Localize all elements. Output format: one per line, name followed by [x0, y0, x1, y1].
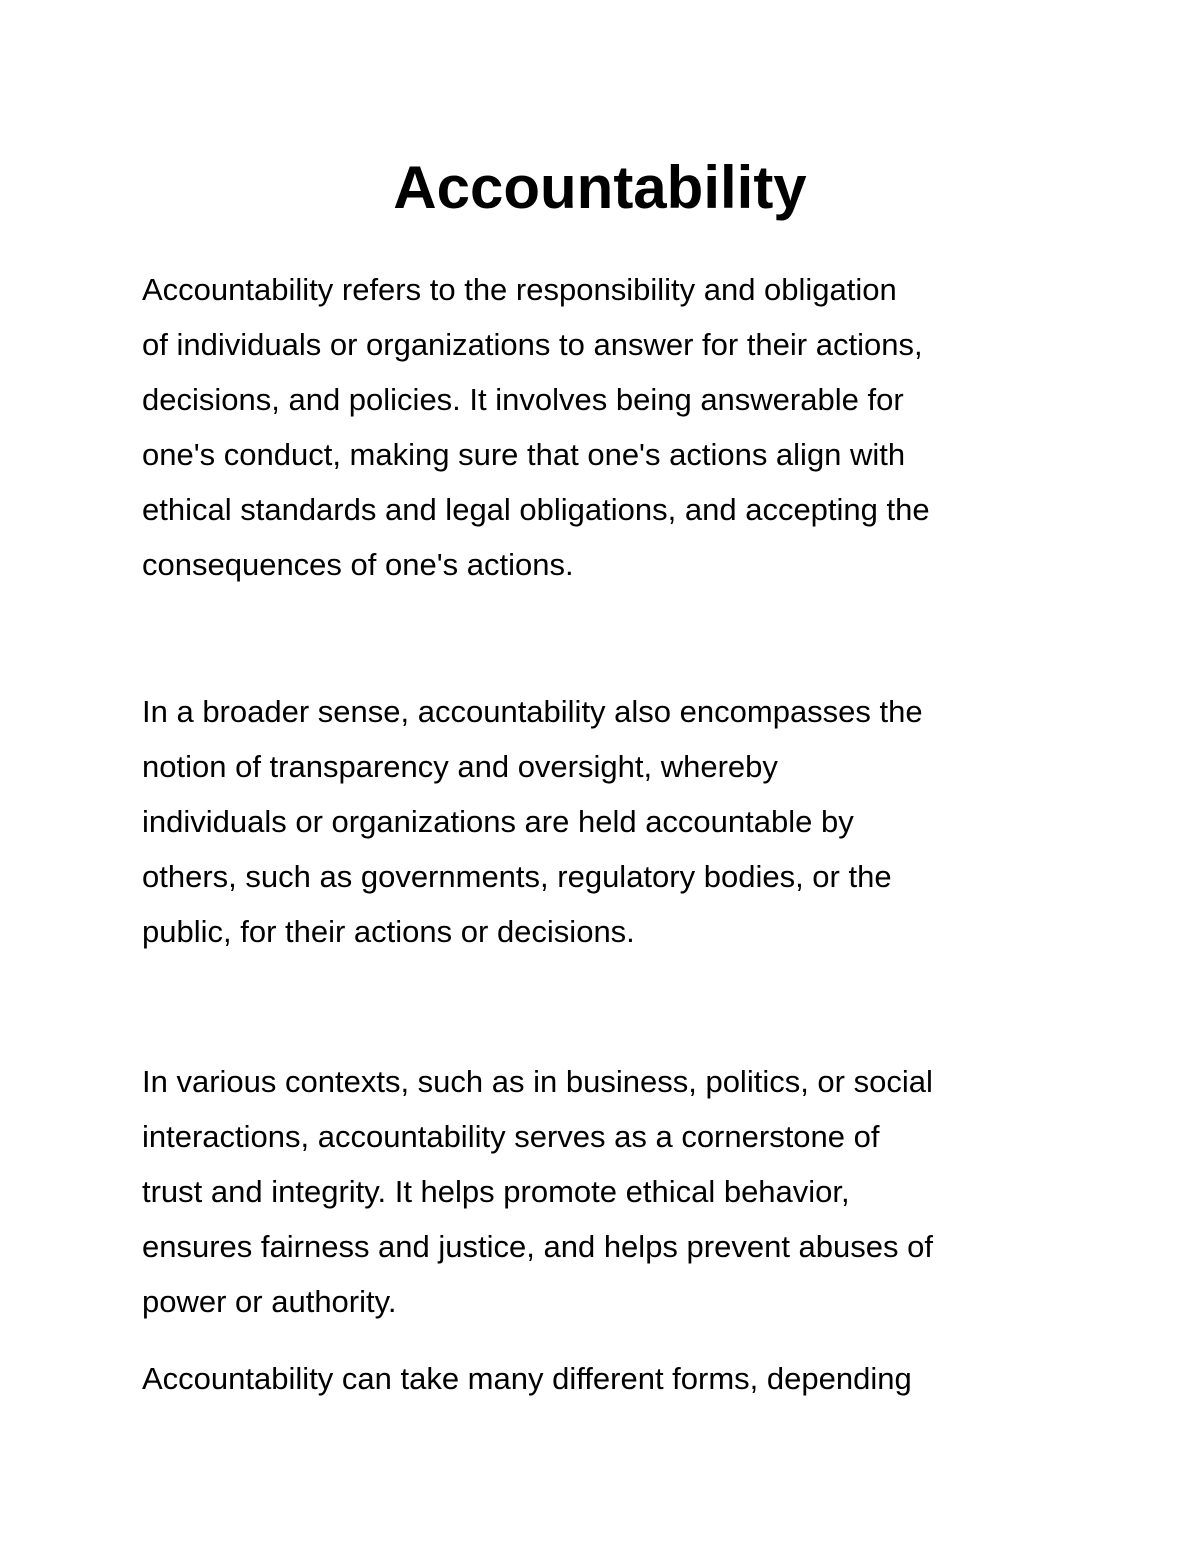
paragraph-various-contexts: In various contexts, such as in business, politics, or social interactions, accountability serves as a cornerstone of trust and integrity. It helps promote ethical behavior, ensures fairness and justice, and helps prevent abuses of power or authority. — [142, 1064, 933, 1319]
document-title: Accountability — [393, 154, 807, 221]
paragraph-broader-sense: In a broader sense, accountability also encompasses the notion of transparency and oversight, whereby individuals or organizations are held accountable by others, such as governments, regulatory bodies, or the public, for their actions or decisions. — [142, 694, 923, 949]
paragraph-definition: Accountability refers to the responsibility and obligation of individuals or organizations to answer for their actions, decisions, and policies. It involves being answerable for one's conduct, making sure that one's actions align with ethical standards and legal obligations, and accepting the consequences of one's actions. — [142, 272, 930, 582]
paragraph-forms: Accountability can take many different forms, depending — [142, 1361, 912, 1396]
